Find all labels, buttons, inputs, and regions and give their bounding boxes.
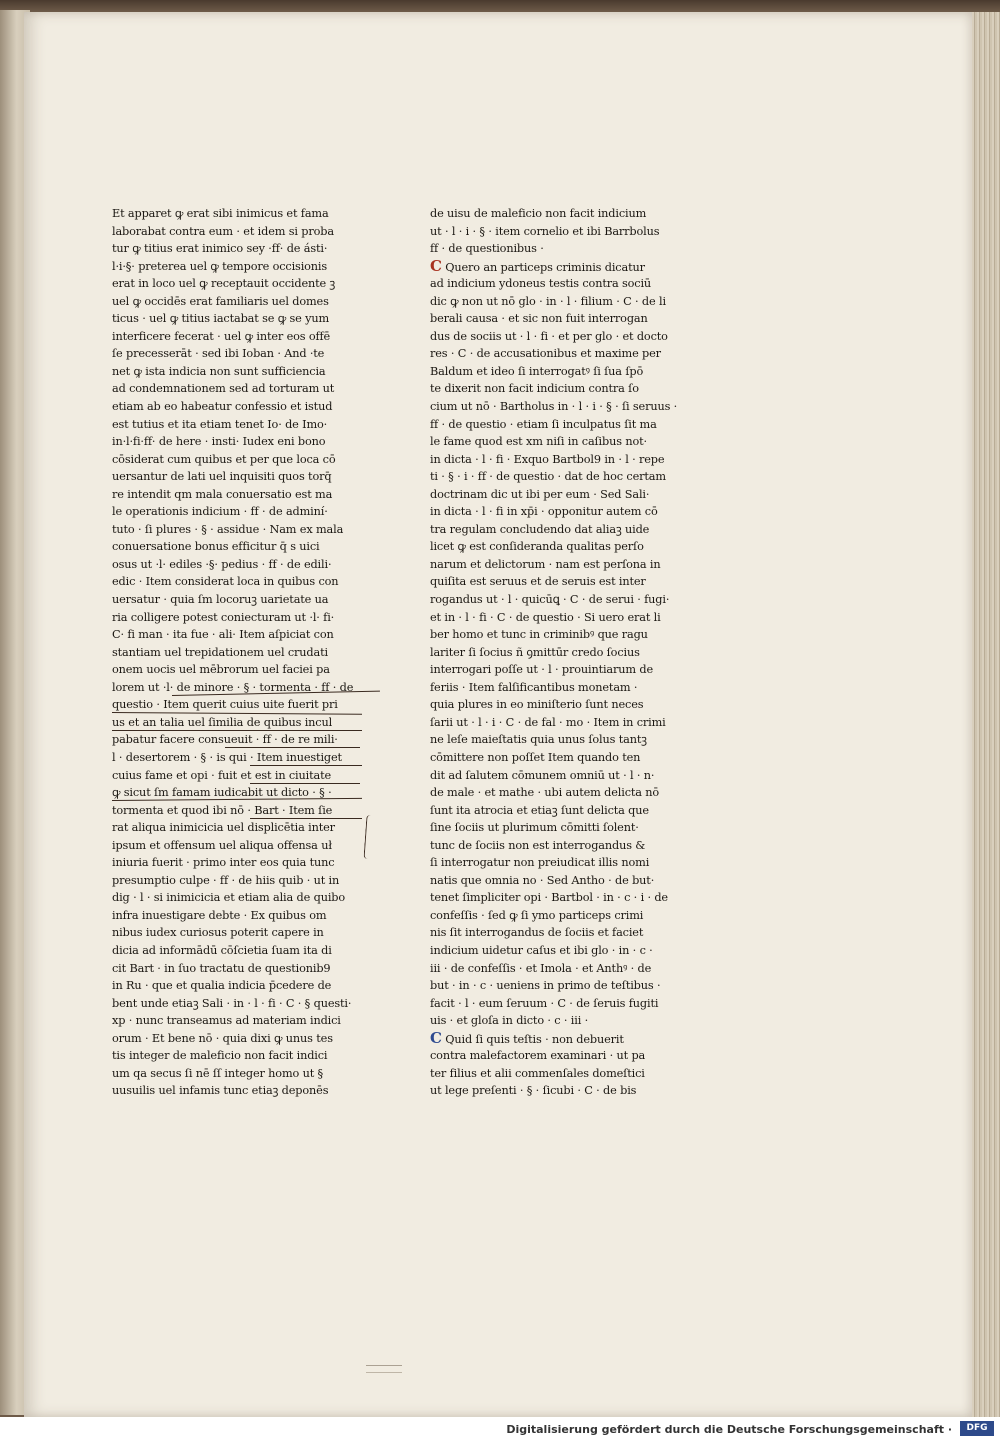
- paragraph: [430, 205, 690, 258]
- text-column-left: [112, 205, 372, 1100]
- text-line: infra inuestigare debte · Ex quibus om: [112, 908, 327, 922]
- paragraph: [430, 1030, 690, 1100]
- text-line: l · desertorem · § · is qui · Item inuestiget: [112, 750, 342, 764]
- text-line: net ꝙ ista indicia non sunt sufficiencia: [112, 364, 326, 378]
- text-line: ticus · uel ꝙ titius iactabat se ꝙ se yum: [112, 312, 330, 326]
- text-line: re intendit qm mala conuersatio est ma: [112, 487, 333, 501]
- text-line: ne leſe maieſtatis quia unus ſolus tantꝫ: [430, 733, 647, 747]
- text-line: dig · l · si inimicicia et etiam alia de quibo: [112, 891, 346, 905]
- text-line: but · in · c · ueniens in primo de teſtibus ·: [430, 979, 661, 993]
- text-line: tormenta et quod ibi nō · Bart · Item ſie: [112, 803, 333, 817]
- text-line: tuto · ſi plures · § · assidue · Nam ex mala: [112, 522, 344, 536]
- handwritten-underline: [225, 747, 360, 748]
- text-line: tenet ſimpliciter opi · Bartbol · in · c · i · de: [430, 891, 668, 905]
- text-column-right: [430, 205, 690, 1100]
- text-line: rogandus ut · l · quicūꝗ · C · de serui · fugi·: [430, 593, 670, 607]
- text-line: uersantur de lati uel inquisiti quos torq̄: [112, 470, 332, 484]
- text-line: xp · nunc transeamus ad materiam indici: [112, 1014, 341, 1028]
- text-line: in·l·fi·ff· de here · insti· Iudex eni bono: [112, 435, 326, 449]
- handwritten-underline: [250, 783, 360, 784]
- text-line: ter filius et alii commenſales domeſtici: [430, 1066, 645, 1080]
- text-line: Et apparet ꝙ erat sibi inimicus et fama: [112, 207, 329, 220]
- text-line: stantiam uel trepidationem uel crudati: [112, 645, 328, 659]
- text-line: tis integer de maleficio non facit indici: [112, 1049, 328, 1063]
- text-line: uersatur · quia ſm locoruꝫ uarietate ua: [112, 593, 329, 607]
- text-line: ff · de questionibus ·: [430, 242, 544, 256]
- text-line: bent unde etiaꝫ Sali · in · l · fi · C · § questi·: [112, 996, 352, 1010]
- text-line: indicium uidetur caſus et ibi glo · in · c ·: [430, 943, 653, 957]
- text-line: questio · Item querit cuius uite fuerit pri: [112, 698, 338, 712]
- text-line: conuersatione bonus efficitur q̄ s uici: [112, 540, 320, 554]
- text-line-content: Quid ſi quis teſtis · non debuerit: [445, 1032, 624, 1046]
- text-line: licet ꝙ est conſideranda qualitas perſo: [430, 540, 644, 554]
- text-line: uel ꝙ occidēs erat familiaris uel domes: [112, 294, 329, 308]
- text-line: ff · de questio · etiam ſi inculpatus ſit ma: [430, 417, 657, 431]
- text-line: presumptio culpe · ff · de hiis quib · ut in: [112, 873, 340, 887]
- text-line: res · C · de accusationibus et maxime per: [430, 347, 661, 361]
- text-line: nibus iudex curiosus poterit capere in: [112, 926, 324, 940]
- text-line: cōmittere non poſſet Item quando ten: [430, 750, 641, 764]
- gutter-mark: [366, 1365, 402, 1373]
- text-line: onem uocis uel mēbrorum uel faciei pa: [112, 663, 330, 677]
- text-line: contra malefactorem examinari · ut pa: [430, 1049, 646, 1063]
- text-line: ber homo et tunc in criminibꝰ que ragu: [430, 628, 648, 642]
- text-line: ſe precesserāt · sed ibi Ioban · And ·te: [112, 347, 325, 361]
- text-line: laborabat contra eum · et idem si proba: [112, 224, 334, 238]
- text-line: ad indicium ydoneus testis contra sociū: [430, 277, 652, 291]
- text-line: ria colligere potest coniecturam ut ·l· fi·: [112, 610, 335, 624]
- text-line: le operationis indicium · ff · de adminí·: [112, 505, 328, 519]
- text-line: [430, 1030, 690, 1048]
- text-line: berali causa · et sic non fuit interrogan: [430, 312, 648, 326]
- text-line: te dixerit non facit indicium contra ſo: [430, 382, 639, 396]
- text-line: est tutius et ita etiam tenet Io· de Imo·: [112, 417, 328, 431]
- handwritten-underline: [112, 730, 362, 731]
- text-line: interrogari poſſe ut · l · prouintiarum de: [430, 663, 654, 677]
- text-line: Baldum et ideo ſi interrogatꝰ ſi ſua ſpō: [430, 364, 644, 378]
- footer-credit: Digitalisierung gefördert durch die Deutsche Forschungsgemeinschaft ·: [506, 1423, 952, 1436]
- text-line: doctrinam dic ut ibi per eum · Sed Sali·: [430, 487, 650, 501]
- text-line: tra regulam concludendo dat aliaꝫ uide: [430, 522, 650, 536]
- text-line: dicia ad informādū cōſcietia ſuam ita di: [112, 943, 332, 957]
- text-line: osus ut ·l· ediles ·§· pedius · ff · de edili·: [112, 557, 332, 571]
- text-line: ſi interrogatur non preiudicat illis nomi: [430, 856, 650, 870]
- text-line: l·i·§· preterea uel ꝙ tempore occisionis: [112, 259, 328, 273]
- text-line: le fame quod est xm niſi in caſibus not·: [430, 435, 647, 449]
- text-line: cuius fame et opi · fuit et est in ciuitate: [112, 768, 332, 782]
- text-line: uis · et gloſa in dicto · c · iii ·: [430, 1014, 589, 1028]
- dfg-logo: DFG: [960, 1421, 994, 1436]
- text-line: nis ſit interrogandus de ſociis et faciet: [430, 926, 644, 940]
- text-line: C· fi man · ita fue · ali· Item aſpiciat con: [112, 628, 334, 642]
- text-line: dus de sociis ut · l · fi · et per glo · et docto: [430, 329, 668, 343]
- handwritten-underline: [250, 818, 362, 819]
- text-line: dic ꝙ non ut nō glo · in · l · filium · C · de li: [430, 294, 666, 308]
- text-line: um qa secus ſi nē ſſ integer homo ut §: [112, 1066, 324, 1080]
- text-line: ſunt ita atrocia et etiaꝫ ſunt delicta que: [430, 803, 649, 817]
- rubricated-initial: C: [430, 256, 442, 275]
- text-line: pabatur facere consueuit · ff · de re mili·: [112, 733, 338, 747]
- text-line: uusuilis uel infamis tunc etiaꝫ deponēs: [112, 1084, 329, 1098]
- text-line: ut · l · i · § · item cornelio et ibi Barrbolus: [430, 224, 660, 238]
- text-line: de uisu de maleficio non facit indicium: [430, 207, 647, 220]
- text-line: iii · de confeſſis · et Imola · et Anthꝰ · de: [430, 961, 652, 975]
- text-line: lorem ut ·l· de minore · § · tormenta · ff · de: [112, 680, 354, 694]
- text-line: ti · § · i · ff · de questio · dat de hoc certam: [430, 470, 666, 484]
- text-line: in Ru · que et qualia indicia p̄cedere de: [112, 979, 332, 993]
- text-line: in dicta · l · fi · Exquo Bartbol9 in · l · repe: [430, 452, 665, 466]
- text-line: tunc de ſociis non est interrogandus &: [430, 838, 646, 852]
- text-line: tur ꝙ titius erat inimico sey ·ff· de ásti·: [112, 242, 328, 256]
- text-line: de male · et mathe · ubi autem delicta nō: [430, 786, 660, 800]
- text-line: cium ut nō · Bartholus in · l · i · § · ſi seruus ·: [430, 400, 678, 414]
- text-line: ꝙ sicut ſm famam iudicabit ut dicto · § ·: [112, 786, 332, 800]
- text-line: in dicta · l · fi in xp̄i · opponitur autem cō: [430, 505, 658, 519]
- text-line: ipsum et offensum uel aliqua offensa uł: [112, 838, 332, 852]
- text-line: cit Bart · in ſuo tractatu de questionib9: [112, 961, 331, 975]
- text-line: ut lege preſenti · § · ſicubi · C · de bis: [430, 1084, 637, 1098]
- text-line: quiſita est seruus et de seruis est inter: [430, 575, 646, 589]
- text-line: us et an talia uel ſimilia de quibus incul: [112, 715, 333, 729]
- text-line: feriis · Item falſificantibus monetam ·: [430, 680, 638, 694]
- text-line: rat aliqua inimicicia uel displicētia inter: [112, 821, 335, 835]
- text-line: iniuria fuerit · primo inter eos quia tunc: [112, 856, 335, 870]
- text-line: ad condemnationem sed ad torturam ut: [112, 382, 335, 396]
- text-line: lariter ſi ſocius ñ ꝯmittūr credo ſocius: [430, 645, 640, 659]
- text-line: ſine ſociis ut plurimum cōmitti ſolent·: [430, 821, 639, 835]
- text-line: natis que omnia no · Sed Antho · de but·: [430, 873, 655, 887]
- text-line: cōsiderat cum quibus et per que loca cō: [112, 452, 336, 466]
- text-line: confeſſis · ſed ꝙ ſi ymo particeps crimi: [430, 908, 644, 922]
- handwritten-underline: [250, 765, 362, 766]
- text-line-content: Quero an particeps criminis dicatur: [445, 260, 645, 274]
- text-line: edic · Item considerat loca in quibus con: [112, 575, 339, 589]
- text-line: etiam ab eo habeatur confessio et istud: [112, 400, 333, 414]
- text-line: interficere fecerat · uel ꝙ inter eos offē: [112, 329, 331, 343]
- text-line: narum et delictorum · nam est perſona in: [430, 557, 661, 571]
- text-line: [430, 258, 690, 276]
- text-line: orum · Et bene nō · quia dixi ꝙ unus tes: [112, 1031, 333, 1045]
- paragraph: [430, 258, 690, 1030]
- text-line: quia plures in eo miniſterio ſunt neces: [430, 698, 644, 712]
- text-line: facit · l · eum ſeruum · C · de ſeruis fugiti: [430, 996, 659, 1010]
- rubricated-initial: C: [430, 1028, 442, 1047]
- text-line: ſarii ut · l · i · C · de fal · mo · Item in crimi: [430, 715, 666, 729]
- text-line: erat in loco uel ꝙ receptauit occidente ꝫ: [112, 277, 336, 291]
- text-line: et in · l · fi · C · de questio · Si uero erat li: [430, 610, 661, 624]
- text-line: dit ad ſalutem cōmunem omniū ut · l · n·: [430, 768, 655, 782]
- page-fore-edge: [972, 12, 1000, 1417]
